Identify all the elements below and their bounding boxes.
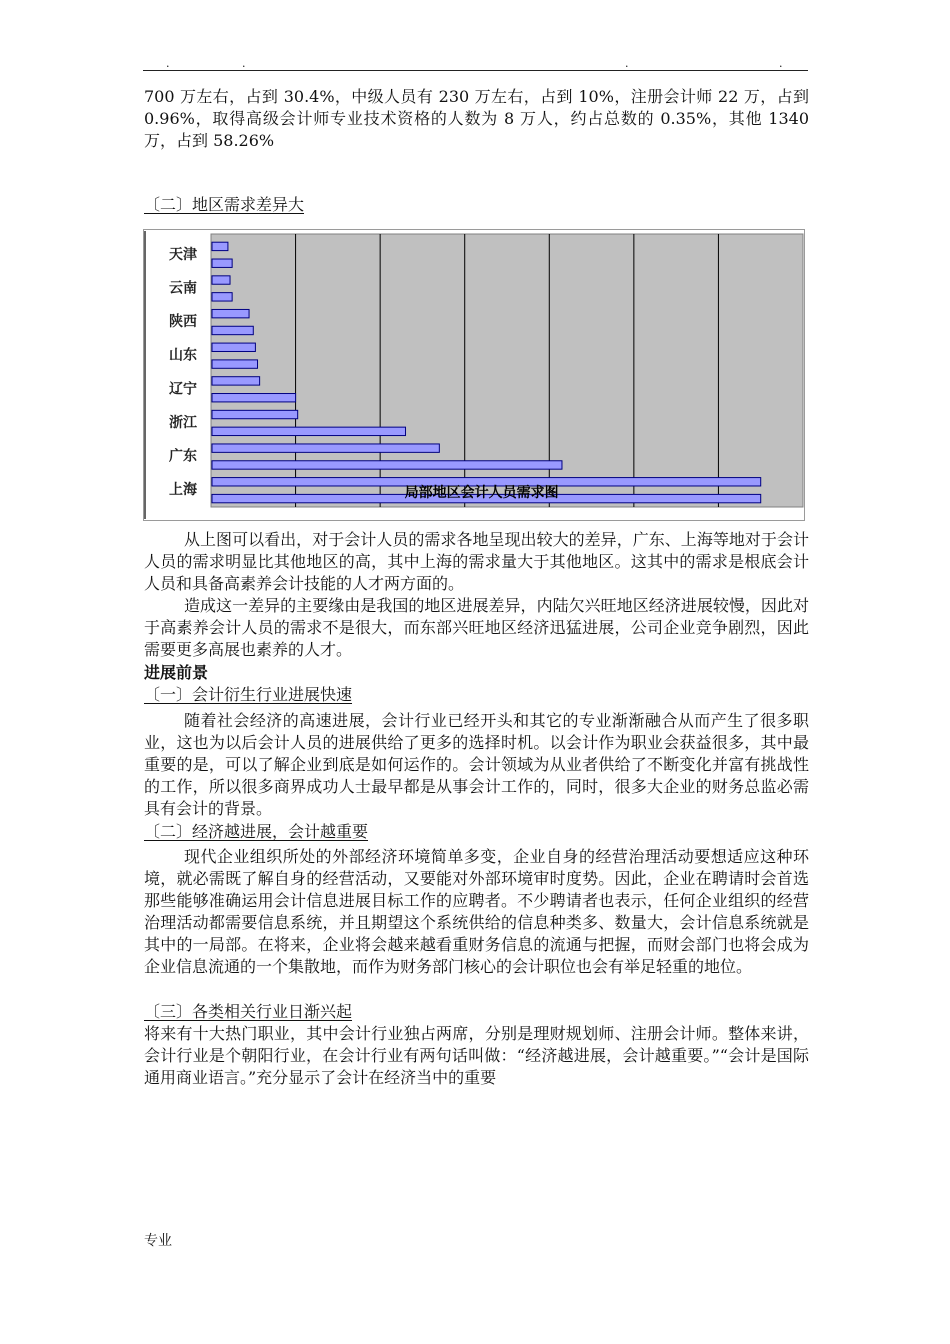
bar-2 [212, 276, 230, 284]
header-dot: . [166, 57, 170, 70]
y-tick-label: 山东 [169, 347, 197, 364]
chart-title: 局部地区会计人员需求图 [404, 485, 559, 501]
heading-prospect: 进展前景 [144, 663, 209, 682]
y-tick-label: 辽宁 [169, 381, 197, 398]
header-dot: . [242, 57, 246, 70]
paragraph-related-industries: 将来有十大热门职业，其中会计行业独占两席，分别是理财规划师、注册会计师。整体来讲，会计行业是个朝阳行业，在会计行业有两句话叫做：“经济越进展，会计越重要。”“会计是国际通用商业语言。”充分显示了会计在经济当中的重要 [144, 1024, 809, 1087]
y-tick-label: 云南 [169, 280, 197, 297]
y-tick-label: 天津 [169, 246, 197, 263]
bar-4 [212, 309, 249, 317]
bar-9 [212, 394, 296, 402]
footer-text: 专业 [144, 1233, 172, 1249]
y-tick-label: 上海 [169, 482, 197, 499]
bar-0 [212, 242, 228, 250]
bar-5 [212, 326, 253, 334]
bar-8 [212, 377, 260, 385]
heading-related-industries: 〔三〕各类相关行业日渐兴起 [144, 1002, 353, 1021]
bar-6 [212, 343, 255, 351]
y-tick-label: 浙江 [169, 414, 197, 431]
heading-economy-accounting: 〔二〕经济越进展，会计越重要 [144, 822, 369, 841]
bar-1 [212, 259, 232, 267]
paragraph-chart-analysis: 从上图可以看出，对于会计人员的需求各地呈现出较大的差异，广东、上海等地对于会计人员的需求明显比其他地区的高，其中上海的需求量大于其他地区。这其中的需求是根底会计人员和具备高素养会计技能的人才两方面的。 [144, 530, 809, 593]
paragraph-derivative-industries: 随着社会经济的高速进展，会计行业已经开头和其它的专业渐渐融合从而产生了很多职业，这也为以后会计人员的进展供给了更多的选择时机。以会计作为职业会获益很多，其中最重要的是，可以了解企业到底是如何运作的。会计领域为从业者供给了不断变化并富有挑战性的工作，所以很多商界成功人士最早都是从事会计工作的，同时，很多大企业的财务总监必需具有会计的背景。 [144, 711, 809, 818]
y-tick-label: 广东 [169, 448, 197, 465]
y-tick-label: 陕西 [169, 314, 197, 331]
bar-7 [212, 360, 258, 368]
header-rule [143, 70, 808, 71]
bar-13 [212, 461, 562, 469]
paragraph-cause: 造成这一差异的主要缘由是我国的地区进展差异，内陆欠兴旺地区经济进展较慢，因此对于高素养会计人员的需求不是很大，而东部兴旺地区经济迅猛进展，公司企业竞争剧烈，因此需要更多高展也素养的人才。 [144, 596, 809, 659]
bar-3 [212, 293, 232, 301]
chart-svg [143, 229, 805, 521]
paragraph-economy-accounting: 现代企业组织所处的外部经济环境简单多变，企业自身的经营治理活动要想适应这种环境，就必需既了解自身的经营活动，又要能对外部环境审时度势。因此，企业在聘请时会首选那些能够准确运用会计信息进展目标工作的应聘者。不少聘请者也表示，任何企业组织的经营治理活动都需要信息系统，并且期望这个系统供给的信息种类多、数量大，会计信息系统就是其中的一局部。在将来，企业将会越来越看重财务信息的流通与把握，而财会部门也将会成为企业信息流通的一个集散地，而作为财务部门核心的会计职位也会有举足轻重的地位。 [144, 847, 809, 976]
heading-derivative-industries: 〔一〕会计衍生行业进展快速 [144, 685, 353, 704]
region-demand-chart [143, 229, 805, 521]
bar-10 [212, 410, 298, 418]
paragraph-statistics: 700 万左右，占到 30.4%，中级人员有 230 万左右，占到 10%，注册会计师 22 万，占到 0.96%，取得高级会计师专业技术资格的人数为 8 万人，约占总数的 0.35%，其他 1340 万，占到 58.26% [144, 87, 809, 150]
header-dot: . [625, 57, 629, 70]
heading-region-difference: 〔二〕地区需求差异大 [144, 195, 305, 214]
bar-12 [212, 444, 439, 452]
header-dot: . [779, 57, 783, 70]
bar-11 [212, 427, 406, 435]
